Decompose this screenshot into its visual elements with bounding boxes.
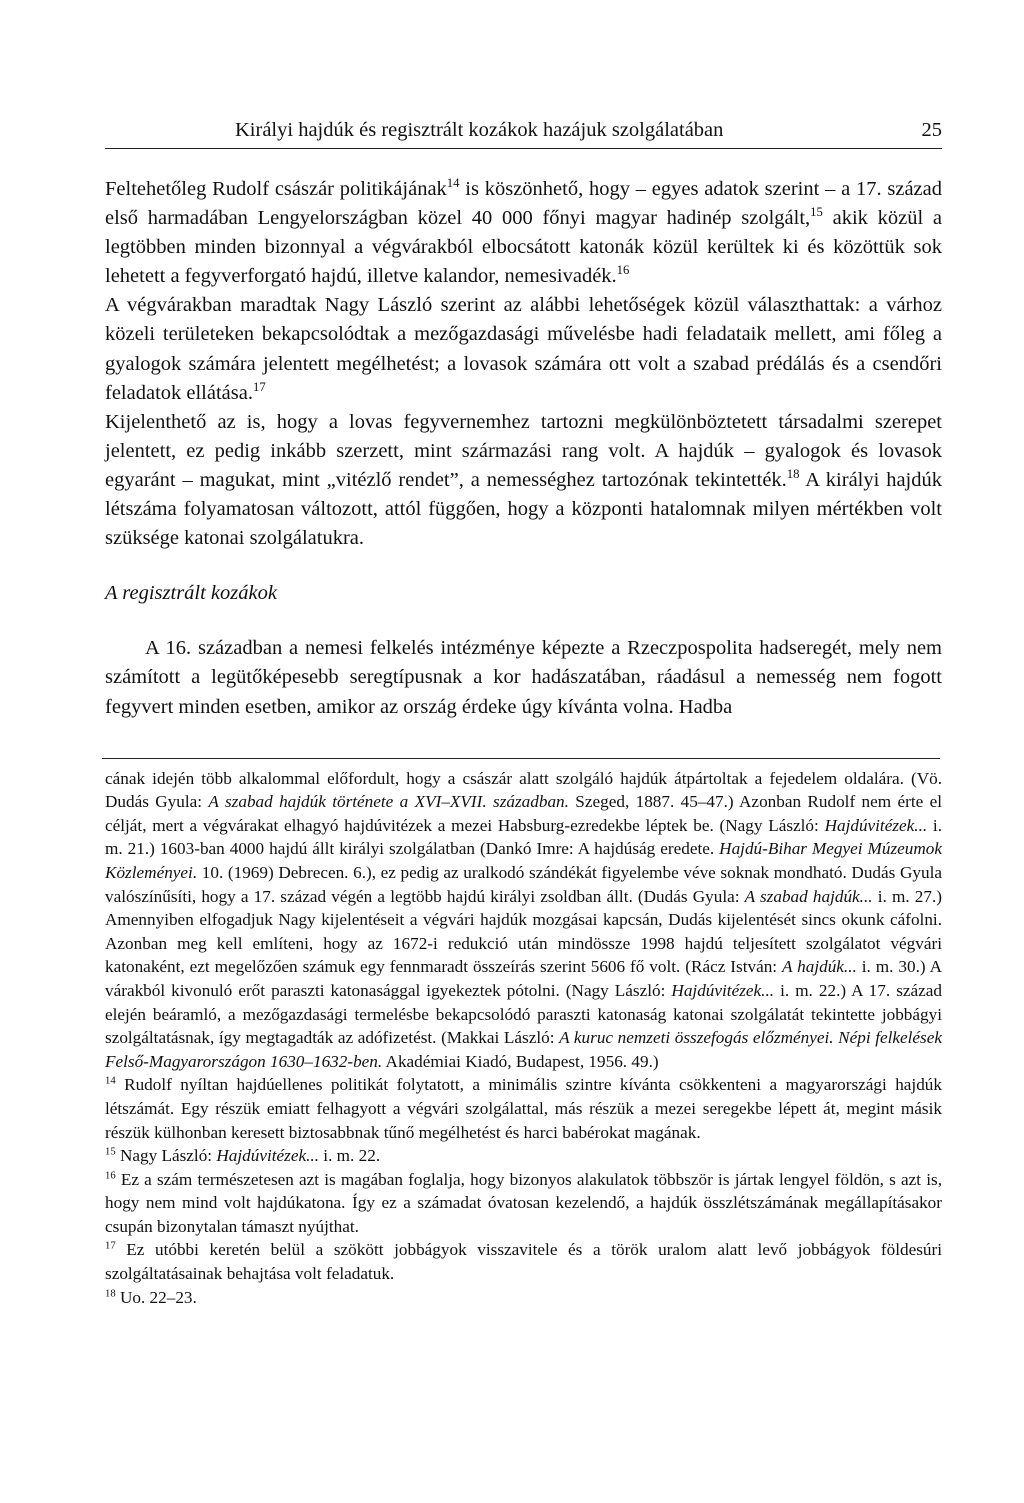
footnote-ref[interactable]: 17 bbox=[252, 379, 266, 394]
paragraph: A 16. században a nemesi felkelés intézménye képezte a Rzeczpospolita hadseregét, mely nem számított a legütőképesebb seregtípusnak a kor hadászatában, ráadásul a nemesség nem fogott fegyvert minden esetben, amikor az ország érdeke úgy kívánta volna. Hadba bbox=[105, 637, 942, 718]
footnote-number: 15 bbox=[105, 1146, 116, 1158]
footnote-ref[interactable]: 14 bbox=[446, 176, 460, 191]
running-title: Királyi hajdúk és regisztrált kozákok hazájuk szolgálatában bbox=[235, 119, 724, 141]
footnote-divider bbox=[102, 758, 940, 759]
footnote-ref[interactable]: 16 bbox=[616, 263, 630, 278]
section-heading: A regisztrált kozákok bbox=[105, 582, 277, 605]
paragraph: Feltehetőleg Rudolf császár politikájának$^{14}$ is köszönhető, hogy – egyes adatok szerint – a 17. század első harmadában Lengyelországban közel 40 000 főnyi magyar hadinép szolgált,$^{15}$ akik közül a legtöbben minden bizonnyal a végvárakból elbocsátott katonák közül kerültek ki és közöttük sok lehetett a fegyverforgató hajdú, illetve kalandor, nemesivadék.$^{16}$ bbox=[105, 176, 942, 288]
page-number: 25 bbox=[921, 119, 942, 141]
paragraph: A végvárakban maradtak Nagy László szerint az alábbi lehetőségek közül választhattak: a várhoz közeli területeken bekapcsolódtak a mezőgazdasági művelésbe hadi feladataik mellett, ami főleg a gyalogok számára jelentett megélhetést; a lovasok számára ott volt a szabad prédálás és a csendőri feladatok ellátása.$^{17}$ bbox=[105, 294, 942, 404]
running-header bbox=[105, 112, 942, 149]
footnote-17: $^{17}$ Ez utóbbi keretén belül a szökött jobbágyok visszavitele és a török uralom alatt levő jobbágyok földesúri szolgáltatásainak behajtása volt feladatuk. bbox=[105, 1240, 942, 1284]
footnotes bbox=[105, 767, 942, 1310]
paragraph: Kijelenthető az is, hogy a lovas fegyvernemhez tartozni megkülönböztetett társadalmi szerepet jelentett, ez pedig inkább szerzett, mint származási rang volt. A hajdúk – gyalogok és lovasok egyaránt – magukat, mint „vitézlő rendet”, a nemességhez tartozónak tekintették.$^{18}$ A királyi hajdúk létszáma folyamatosan változott, attól függően, hogy a központi hatalomnak milyen mértékben volt szüksége katonai szolgálatukra. bbox=[105, 410, 942, 550]
footnote-number: 16 bbox=[105, 1170, 116, 1182]
footnote-ref[interactable]: 15 bbox=[810, 205, 823, 220]
main-text bbox=[105, 175, 942, 722]
footnote-14: $^{14}$ Rudolf nyíltan hajdúellenes politikát folytatott, a minimális szintre kívánta csökkenteni a magyarországi hajdúk létszámát. Egy részük emiatt felhagyott a végvári szolgálattal, más részük a mezei seregekbe lépett át, megint másik részük külhonban keresett biztosabbnak tűnő megélhetést és harci babérokat magának. bbox=[105, 1075, 942, 1142]
footnote-continuation: cának idején több alkalommal előfordult, hogy a császár alatt szolgáló hajdúk átpártoltak a fejedelem oldalára. (Vö. Dudás Gyula: A szabad hajdúk története a XVI–XVII. században. Szeged, 1887. 45–47.) Azonban Rudolf nem érte el célját, mert a végvárakat elhagyó hajdúvitézek a mezei Habsburg-ezredekbe léptek be. (Nagy László: Hajdúvitézek... i. m. 21.) 1603-ban 4000 hajdú állt királyi szolgálatban (Dankó Imre: A hajdúság eredete. Hajdú-Bihar Megyei Múzeumok Közleményei. 10. (1969) Debrecen. 6.), ez pedig az uralkodó szándékát figyelembe véve soknak mondható. Dudás Gyula valószínűsíti, hogy a 17. század végén a legtöbb hajdú királyi zsoldban állt. (Dudás Gyula: A szabad hajdúk... i. m. 27.) Amennyiben elfogadjuk Nagy kijelentéseit a végvári hajdúk mozgásai kapcsán, Dudás kijelentését sincs okunk cáfolni. Azonban meg kell említeni, hogy az 1672-i redukció után mindössze 1998 hajdú teljesített szolgálatot végvári katonaként, ezt megelőzően számuk egy fennmaradt összeírás szerint 5606 fő volt. (Rácz István: A hajdúk... i. m. 30.) A várakból kivonuló erőt paraszti katonasággal igyekeztek pótolni. (Nagy László: Hajdúvitézek... i. m. 22.) A 17. század elején beáramló, a mezőgazdasági termelésbe bekapcsolódó paraszti katonaság katonai szolgálatát tekintette jobbágyi szolgáltatásnak, így megtagadták az adófizetést. (Makkai László: A kuruc nemzeti összefogás előzményei. Népi felkelések Felső-Magyarországon 1630–1632-ben. Akadémiai Kiadó, Budapest, 1956. 49.) bbox=[105, 768, 943, 1071]
footnote-ref[interactable]: 18 bbox=[786, 467, 800, 482]
footnote-number: 17 bbox=[105, 1240, 116, 1252]
page bbox=[105, 112, 942, 1309]
footnote-18: $^{18}$ Uo. 22–23. bbox=[105, 1287, 197, 1307]
footnote-number: 18 bbox=[105, 1288, 116, 1300]
footnote-number: 14 bbox=[105, 1075, 116, 1087]
footnote-16: $^{16}$ Ez a szám természetesen azt is magában foglalja, hogy bizonyos alakulatok többször is jártak lengyel földön, s azt is, hogy nem mind volt hajdúkatona. Így ez a számadat óvatosan kezelendő, a hajdúk összlétszámának megállapításakor csupán bizonytalan támaszt nyújthat. bbox=[105, 1169, 942, 1236]
footnote-15: $^{15}$ Nagy László: Hajdúvitézek... i. m. 22. bbox=[105, 1146, 381, 1166]
